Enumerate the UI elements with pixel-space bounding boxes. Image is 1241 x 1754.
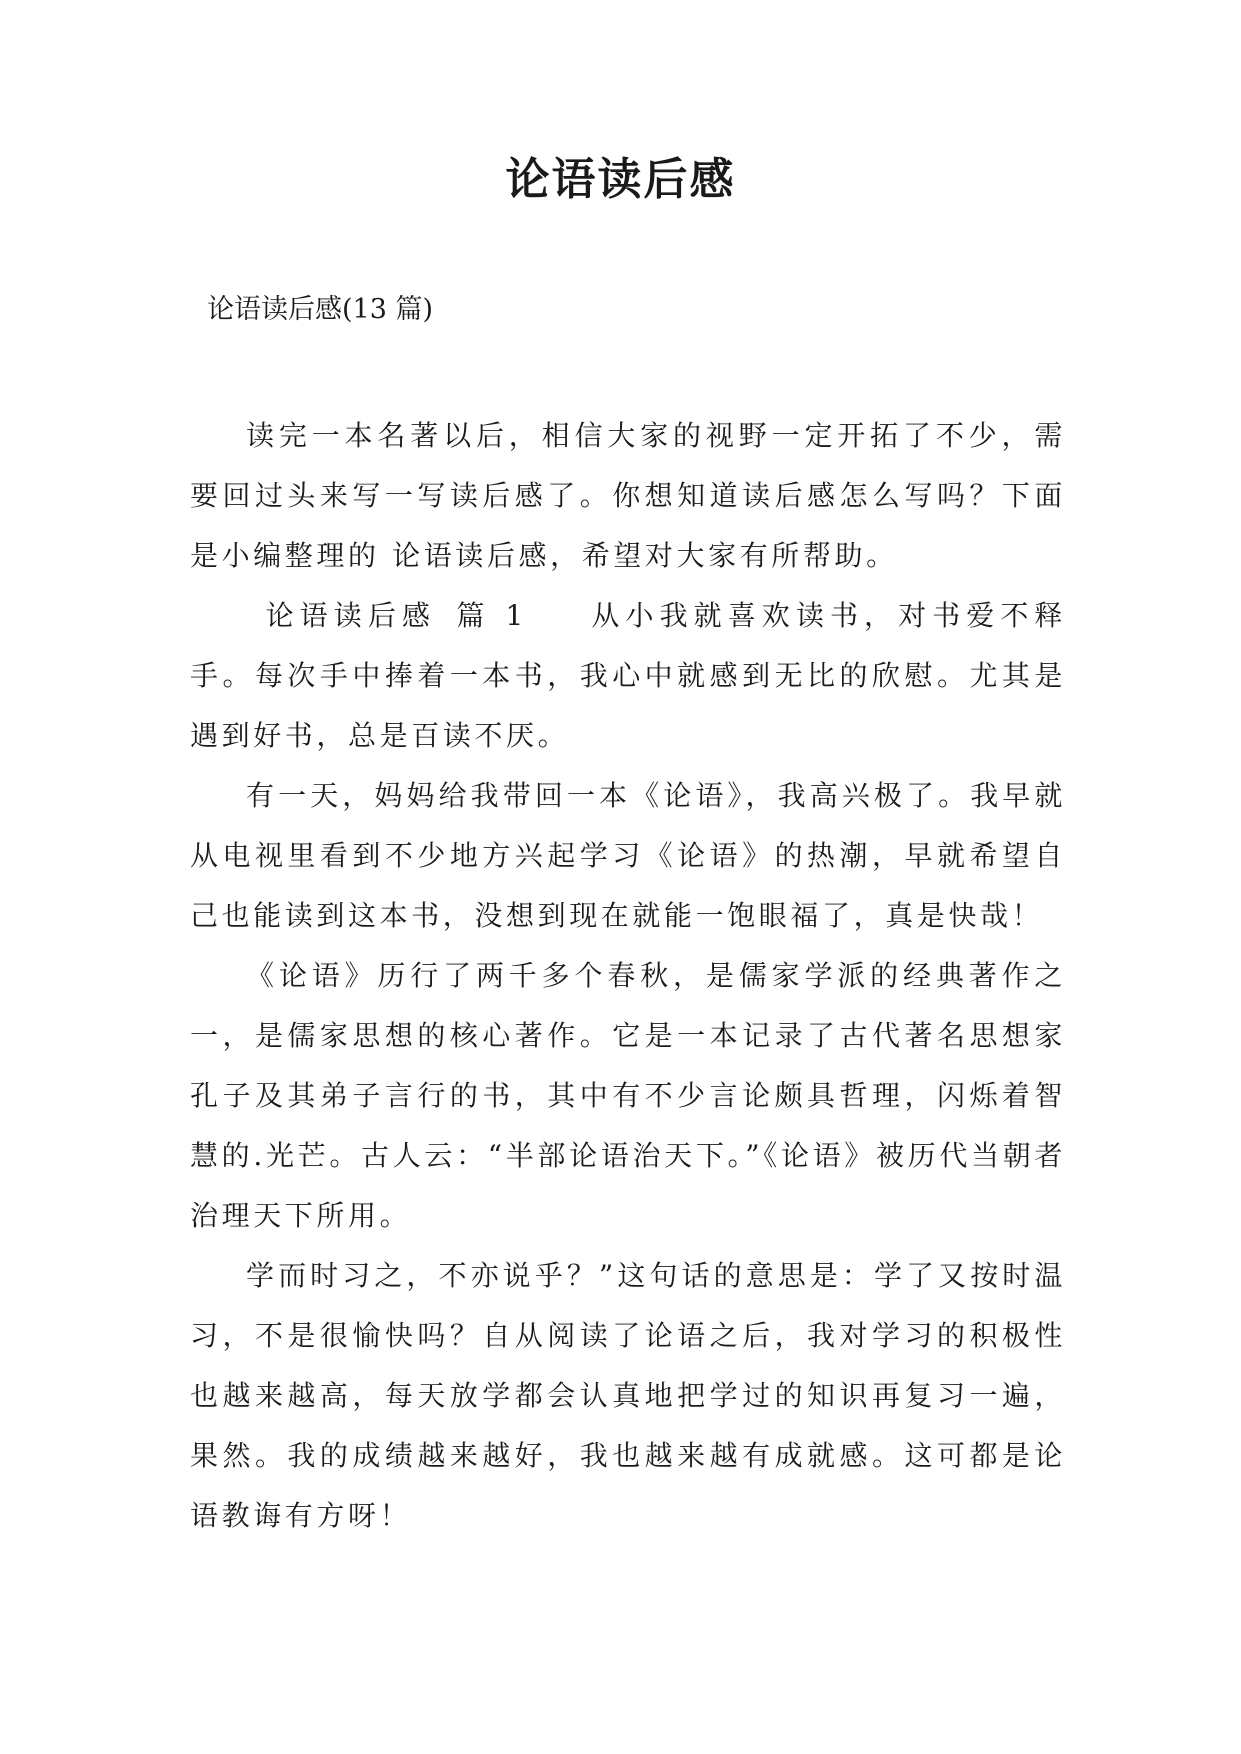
document-subtitle: 论语读后感(13 篇) xyxy=(207,294,434,325)
body-paragraph: 《论语》历行了两千多个春秋，是儒家学派的经典著作之一，是儒家思想的核心著作。它是一本记录了古代著名思想家孔子及其弟子言行的书，其中有不少言论颇具哲理，闪烁着智慧的.光芒。古人云：“半部论语治天下。”《论语》被历代当朝者治理天下所用。 xyxy=(190,959,1066,1232)
document-title: 论语读后感 xyxy=(505,154,736,205)
section-1-text: 从小我就喜欢读书，对书爱不释手。每次手中捧着一本书，我心中就感到无比的欣慰。尤其是遇到好书，总是百读不厌。 xyxy=(190,599,1067,752)
section-1-heading: 论语读后感 xyxy=(265,599,436,632)
document-body xyxy=(190,406,1066,1546)
intro-paragraph: 读完一本名著以后，相信大家的视野一定开拓了不少，需要回过头来写一写读后感了。你想知道读后感怎么写吗？下面是小编整理的 论语读后感，希望对大家有所帮助。 xyxy=(190,419,1066,572)
body-paragraph: 学而时习之，不亦说乎？”这句话的意思是：学了又按时温习，不是很愉快吗？自从阅读了论语之后，我对学习的积极性也越来越高，每天放学都会认真地把学过的知识再复习一遍，果然。我的成绩越来越好，我也越来越有成就感。这可都是论语教诲有方呀！ xyxy=(190,1259,1066,1532)
body-paragraph: 有一天，妈妈给我带回一本《论语》，我高兴极了。我早就从电视里看到不少地方兴起学习《论语》的热潮，早就希望自己也能读到这本书，没想到现在就能一饱眼福了，真是快哉！ xyxy=(190,779,1066,932)
section-1-paragraph xyxy=(190,586,1066,766)
section-1-label: 篇 1 xyxy=(453,599,527,632)
